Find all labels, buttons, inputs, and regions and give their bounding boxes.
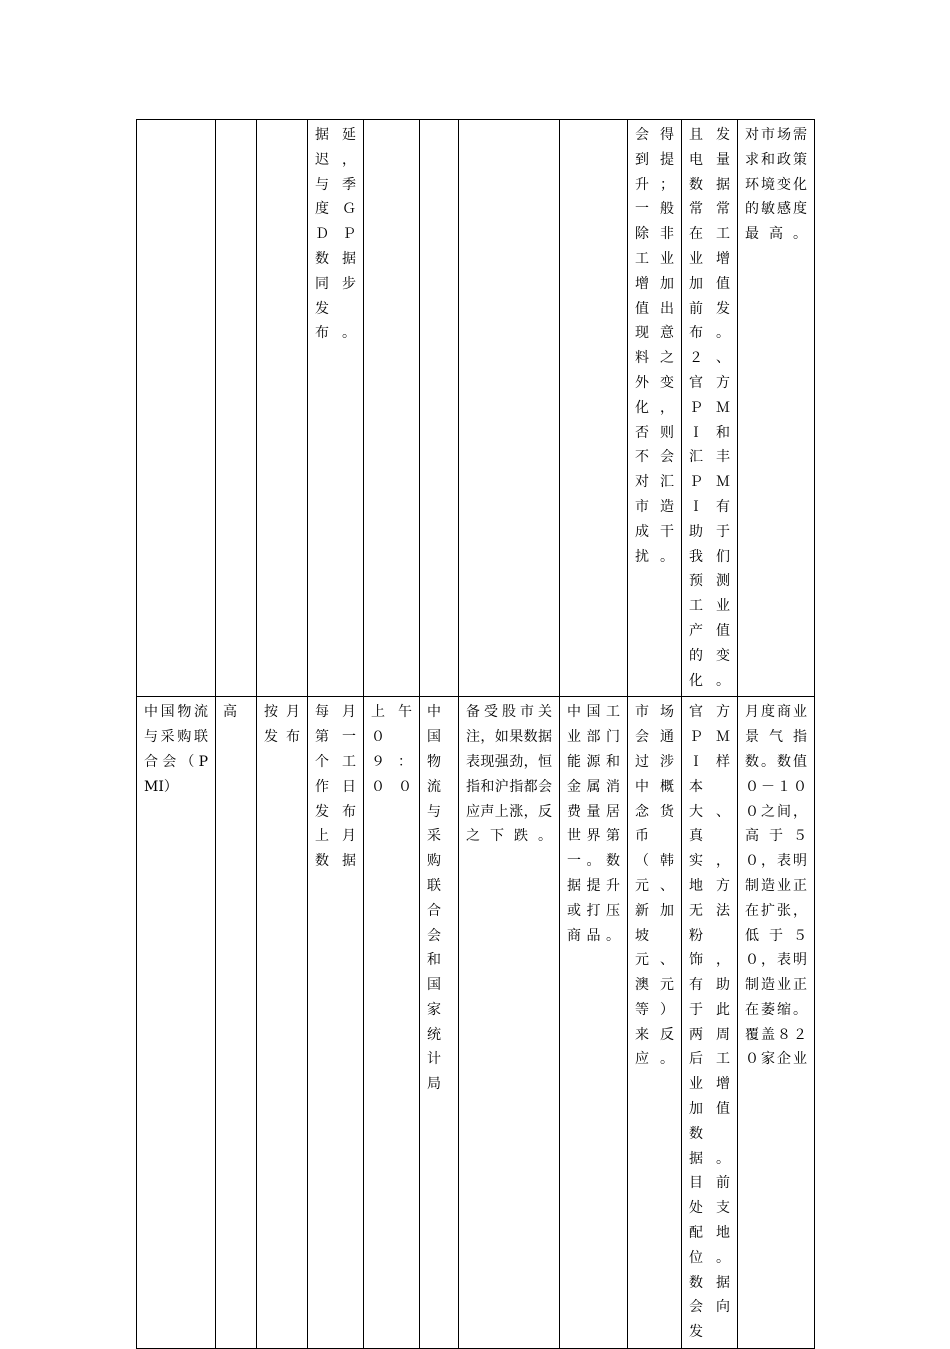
table-cell bbox=[738, 120, 815, 697]
table-cell bbox=[364, 120, 420, 697]
cell-text: 且发电量数据常常在工业增加值前发布。２、官方ＰＭＩ和汇丰ＰＭＩ有助于我们预测工业产值的变化。 bbox=[689, 127, 730, 689]
cell-text: 会得到提升；一般除非工业增加值出现意料之外变化，否则不会对汇市造成干扰。 bbox=[635, 127, 674, 565]
table-cell bbox=[628, 120, 682, 697]
cell-text: 据延迟，与季度ＧＤＰ数据同步发布。 bbox=[315, 127, 356, 342]
data-table bbox=[136, 119, 815, 1349]
table-cell bbox=[420, 120, 459, 697]
cell-text: 市场会通过涉中概念货币（韩元、新加坡元、澳元等）来反应。 bbox=[635, 704, 674, 1068]
table-cell bbox=[308, 697, 364, 1349]
table-cell bbox=[257, 697, 308, 1349]
table-cell bbox=[738, 697, 815, 1349]
cell-text: 按月发布 bbox=[264, 704, 300, 746]
table-cell bbox=[420, 697, 459, 1349]
table-cell bbox=[137, 697, 216, 1349]
table-cell bbox=[682, 697, 738, 1349]
table-cell bbox=[308, 120, 364, 697]
table-row bbox=[137, 697, 815, 1349]
cell-text: 上午０９：００ bbox=[371, 704, 412, 795]
cell-text: 中国物流与采购联合会和国家统计局 bbox=[427, 704, 441, 1093]
table-cell bbox=[137, 120, 216, 697]
cell-text: 中国物流与采购联合会（PMI） bbox=[144, 704, 208, 795]
table-cell bbox=[682, 120, 738, 697]
table-cell bbox=[216, 120, 257, 697]
cell-text: 官方ＰＭＩ样本大、真实，地方无法粉饰，有助于此两周后工业增加值数据。目前处支配地位。数据会向发 bbox=[689, 704, 730, 1341]
table-cell bbox=[257, 120, 308, 697]
table-row bbox=[137, 120, 815, 697]
cell-text: 高 bbox=[223, 704, 237, 721]
cell-text: 中国工业部门能源和金属消费量居世界第一。数据提升或打压商品。 bbox=[567, 704, 620, 944]
table-cell bbox=[560, 697, 628, 1349]
cell-text: 对市场需求和政策环境变化的敏感度最高。 bbox=[745, 127, 807, 243]
table-cell bbox=[364, 697, 420, 1349]
table-cell bbox=[459, 697, 560, 1349]
table-cell bbox=[459, 120, 560, 697]
table-cell bbox=[628, 697, 682, 1349]
cell-text: 月度商业景气指数。数值０－１００之间，高于５０，表明制造业正在扩张，低于５０，表明制造业正在萎缩。覆盖８２０家企业 bbox=[745, 704, 807, 1068]
cell-text: 每月第一个工作日发布上月数据 bbox=[315, 704, 356, 870]
cell-text: 备受股市关注，如果数据表现强劲，恒指和沪指都会应声上涨，反之下跌。 bbox=[466, 704, 552, 845]
table-cell bbox=[216, 697, 257, 1349]
table-cell bbox=[560, 120, 628, 697]
